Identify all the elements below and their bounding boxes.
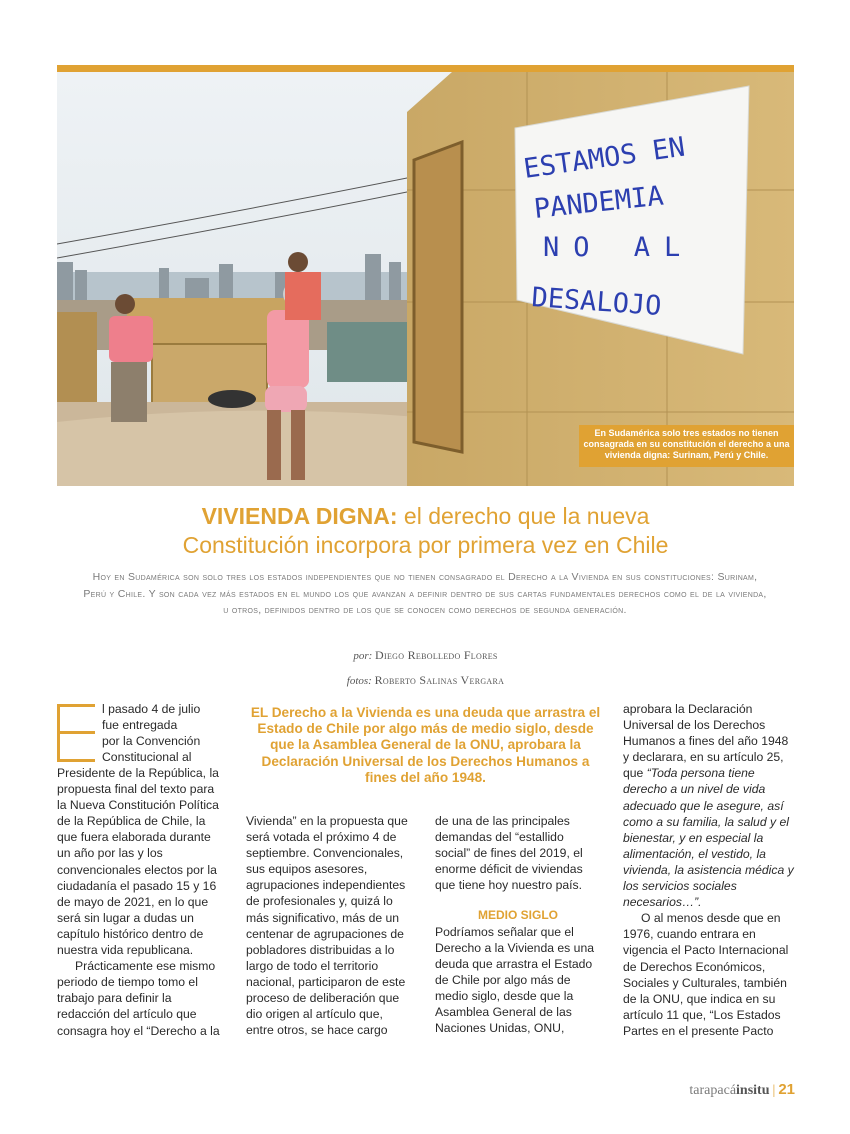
author-byline (57, 648, 794, 663)
body-paragraph: Podríamos señalar que el Derecho a la Vivienda es una deuda que arrastra el Estado de Chile por algo más de medio siglo, desde que la Asamblea General de las Naciones Unidas, ONU, (435, 924, 594, 1036)
page-footer: tarapacáinsitu | 21 (689, 1081, 795, 1098)
text-line: l pasado 4 de julio (102, 702, 201, 716)
body-paragraph: O al menos desde que en 1976, cuando entrara en vigencia el Pacto Internacional de Derechos Económicos, Sociales y Culturales, también de la ONU, que indica en su artículo 11 que, “Los Estados Partes en el presente Pacto (623, 911, 789, 1038)
headline-line2: Constitución incorpora por primera vez en Chile (182, 532, 669, 558)
column-4 (623, 701, 794, 1039)
text-run: aprobara la Declaración Universal de los Derechos Humanos a fines del año 1948 y declarara, en su artículo 25, que (623, 702, 789, 781)
body-paragraph: Vivienda” en la propuesta que será votada el próximo 4 de septiembre. Convencionales, sus equipos asesores, agrupaciones independientes de profesionales y, quizá lo más significativo, más de un centenar de agrupaciones de pobladores distribuidas a lo largo de todo el territorio nacional, participaron de este proceso de deliberación que dio origen al artículo que, entre otros, se hace cargo (246, 814, 408, 1038)
body-paragraph (623, 701, 794, 910)
photographer-name: Roberto Salinas Vergara (374, 673, 505, 687)
sign-line: DESALOJO (530, 282, 663, 323)
headline-rest: el derecho que la nueva (403, 503, 650, 529)
photo-caption: En Sudamérica solo tres estados no tienen consagrada en su constitución el derecho a una vivienda digna: Surinam, Perú y Chile. (579, 425, 794, 467)
column-3 (435, 813, 601, 1036)
hero-photo-illustration (57, 72, 794, 486)
column-2 (246, 813, 412, 1038)
header-rule (57, 65, 794, 72)
text-line: Constitucional al (102, 750, 192, 765)
drop-cap-e (57, 704, 95, 762)
body-paragraph: Presidente de la República, la propuesta final del texto para la Nueva Constitución Política de la República de Chile, la que fuera elaborada durante un año por las y los convencionales electos por la ciudadanía el pasado 15 y 16 de mayo de 2021, en lo que será sin lugar a dudas un capítulo histórico dentro de nuestra vida republicana. (57, 766, 219, 958)
magazine-name-a: tarapacá (689, 1083, 737, 1098)
hero-photo (57, 72, 794, 486)
article-headline (57, 502, 794, 560)
text-line: por la Convención (102, 734, 201, 749)
magazine-name (689, 1083, 769, 1098)
sign-line: ESTAMOS EN (521, 131, 687, 185)
section-subhead: MEDIO SIGLO (477, 908, 558, 923)
body-paragraph: Prácticamente ese mismo periodo de tiempo tomo el trabajo para definir la redacción del artículo que consagra hoy el “Derecho a la (57, 959, 220, 1038)
sign-line: PANDEMIA (532, 180, 666, 225)
article-lede: Hoy en Sudamérica son solo tres los estados independientes que no tienen consagrado el Derecho a la Vivienda en sus constituciones: Surinam, Perú y Chile. Y son cada vez más estados en el mundo los que avanzan a definir dentro de sus cartas fundamentales derechos como el de la vivienda, u otros, definidos dentro de los que se conocen como derechos de segunda generación. (83, 571, 767, 616)
pull-quote: EL Derecho a la Vivienda es una deuda que arrastra el Estado de Chile por algo más de medio siglo, desde que la Asamblea General de la ONU, aprobara la Declaración Universal de los Derechos Humanos a fines del año 1948. (250, 705, 601, 785)
body-paragraph: de una de las principales demandas del “estallido social” de fines del 2019, el enorme déficit de viviendas que tiene hoy nuestro país. (435, 814, 583, 893)
sign-line: NO AL (543, 232, 695, 263)
author-name: Diego Rebolledo Flores (375, 648, 498, 662)
photo-byline (57, 673, 794, 688)
text-line: fue entregada (102, 718, 178, 733)
quote-run: “Toda persona tiene derecho a un nivel de vida adecuado que le asegure, así como a su familia, la salud y el bienestar, y en especial la alimentación, el vestido, la vivienda, la asistencia médica y los servicios sociales necesarios…”. (623, 766, 794, 910)
author-label: por: (353, 650, 373, 662)
magazine-name-b: insitu (736, 1083, 770, 1098)
headline-strong: VIVIENDA DIGNA: (201, 503, 398, 529)
column-1 (57, 765, 222, 1039)
dropcap-lines (102, 701, 222, 765)
photo-label: fotos: (346, 675, 372, 687)
page-number: 21 (778, 1081, 795, 1098)
